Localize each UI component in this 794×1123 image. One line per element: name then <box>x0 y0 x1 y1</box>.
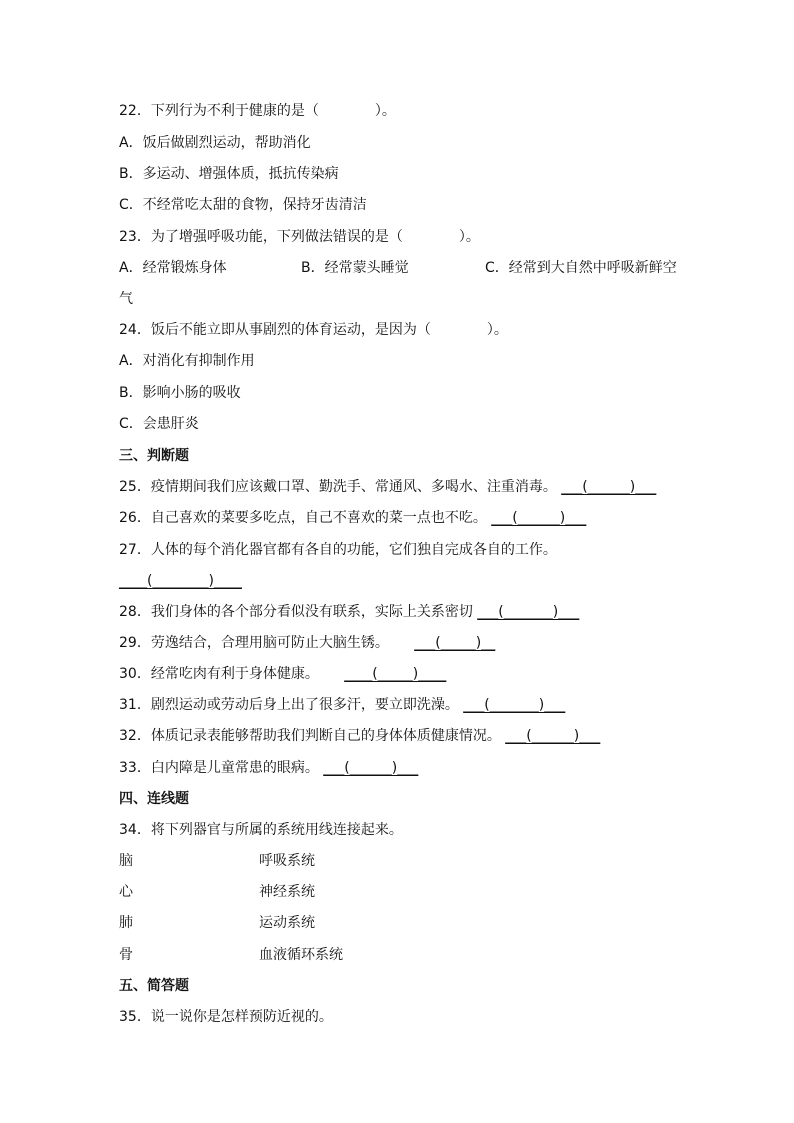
section-3-title: 三、判断题 <box>119 448 189 464</box>
question-23-option-b: B．经常蒙头睡觉 <box>301 260 409 276</box>
judgment-text: 32．体质记录表能够帮助我们判断自己的身体体质健康情况。 <box>119 728 501 744</box>
judgment-item <box>119 602 579 622</box>
question-35-stem: 35．说一说你是怎样预防近视的。 <box>119 1009 333 1025</box>
judgment-text: 25．疫情期间我们应该戴口罩、勤洗手、常通风、多喝水、注重消毒。 <box>119 479 557 495</box>
judgment-text: 29．劳逸结合，合理用脑可防止大脑生锈。 <box>119 635 410 651</box>
question-22-option-a: A．饭后做剧烈运动，帮助消化 <box>119 135 311 151</box>
question-23-option-a: A．经常锻炼身体 <box>119 260 227 276</box>
answer-blank[interactable]: ___(______)___ <box>561 479 657 495</box>
answer-blank[interactable]: ___(______)___ <box>323 760 419 776</box>
question-24-stem: 24．饭后不能立即从事剧烈的体育运动，是因为（ ）。 <box>119 322 508 338</box>
system-respiratory[interactable]: 呼吸系统 <box>259 853 315 869</box>
judgment-item <box>119 571 242 591</box>
organ-lung[interactable]: 肺 <box>119 915 133 931</box>
answer-blank[interactable]: ___(_______)___ <box>477 604 580 620</box>
organ-heart[interactable]: 心 <box>119 884 133 900</box>
question-34-stem: 34．将下列器官与所属的系统用线连接起来。 <box>119 822 403 838</box>
question-24-option-b: B．影响小肠的吸收 <box>119 385 241 401</box>
answer-blank[interactable]: ___(_____)__ <box>414 635 496 651</box>
question-22-stem: 22．下列行为不利于健康的是（ ）。 <box>119 103 396 119</box>
question-24-option-c: C．会患肝炎 <box>119 416 199 432</box>
question-22-option-b: B．多运动、增强体质，抵抗传染病 <box>119 166 339 182</box>
answer-blank[interactable]: ____(________)____ <box>119 573 242 589</box>
question-23-option-c: C．经常到大自然中呼吸新鲜空 <box>485 260 677 276</box>
judgment-item <box>119 540 557 560</box>
judgment-item <box>119 726 600 746</box>
judgment-text: 28．我们身体的各个部分看似没有联系，实际上关系密切 <box>119 604 473 620</box>
judgment-text: 33．白内障是儿童常患的眼病。 <box>119 760 319 776</box>
system-circulatory[interactable]: 血液循环系统 <box>259 947 343 963</box>
organ-brain[interactable]: 脑 <box>119 853 133 869</box>
judgment-item <box>119 664 446 684</box>
judgment-item <box>119 695 565 715</box>
answer-blank[interactable]: ___(______)___ <box>491 510 587 526</box>
judgment-item <box>119 633 495 653</box>
question-23-option-c-wrap: 气 <box>119 291 133 307</box>
question-23-stem: 23．为了增强呼吸功能，下列做法错误的是（ ）。 <box>119 229 480 245</box>
judgment-text: 27．人体的每个消化器官都有各自的功能，它们独自完成各自的工作。 <box>119 542 557 558</box>
question-23-options-row <box>119 258 679 278</box>
judgment-text: 30．经常吃肉有利于身体健康。 <box>119 666 340 682</box>
system-nervous[interactable]: 神经系统 <box>259 884 315 900</box>
organ-bone[interactable]: 骨 <box>119 947 133 963</box>
judgment-text: 26．自己喜欢的菜要多吃点，自己不喜欢的菜一点也不吃。 <box>119 510 487 526</box>
judgment-item <box>119 477 656 497</box>
answer-blank[interactable]: ___(______)___ <box>505 728 601 744</box>
question-24-option-a: A．对消化有抑制作用 <box>119 353 255 369</box>
question-22-option-c: C．不经常吃太甜的食物，保持牙齿清洁 <box>119 197 367 213</box>
answer-blank[interactable]: ____(_____)____ <box>344 666 447 682</box>
system-motor[interactable]: 运动系统 <box>259 915 315 931</box>
section-5-title: 五、简答题 <box>119 978 189 994</box>
judgment-item <box>119 508 586 528</box>
section-4-title: 四、连线题 <box>119 791 189 807</box>
answer-blank[interactable]: ___(_______)___ <box>463 697 566 713</box>
judgment-item <box>119 758 418 778</box>
judgment-text: 31．剧烈运动或劳动后身上出了很多汗，要立即洗澡。 <box>119 697 459 713</box>
